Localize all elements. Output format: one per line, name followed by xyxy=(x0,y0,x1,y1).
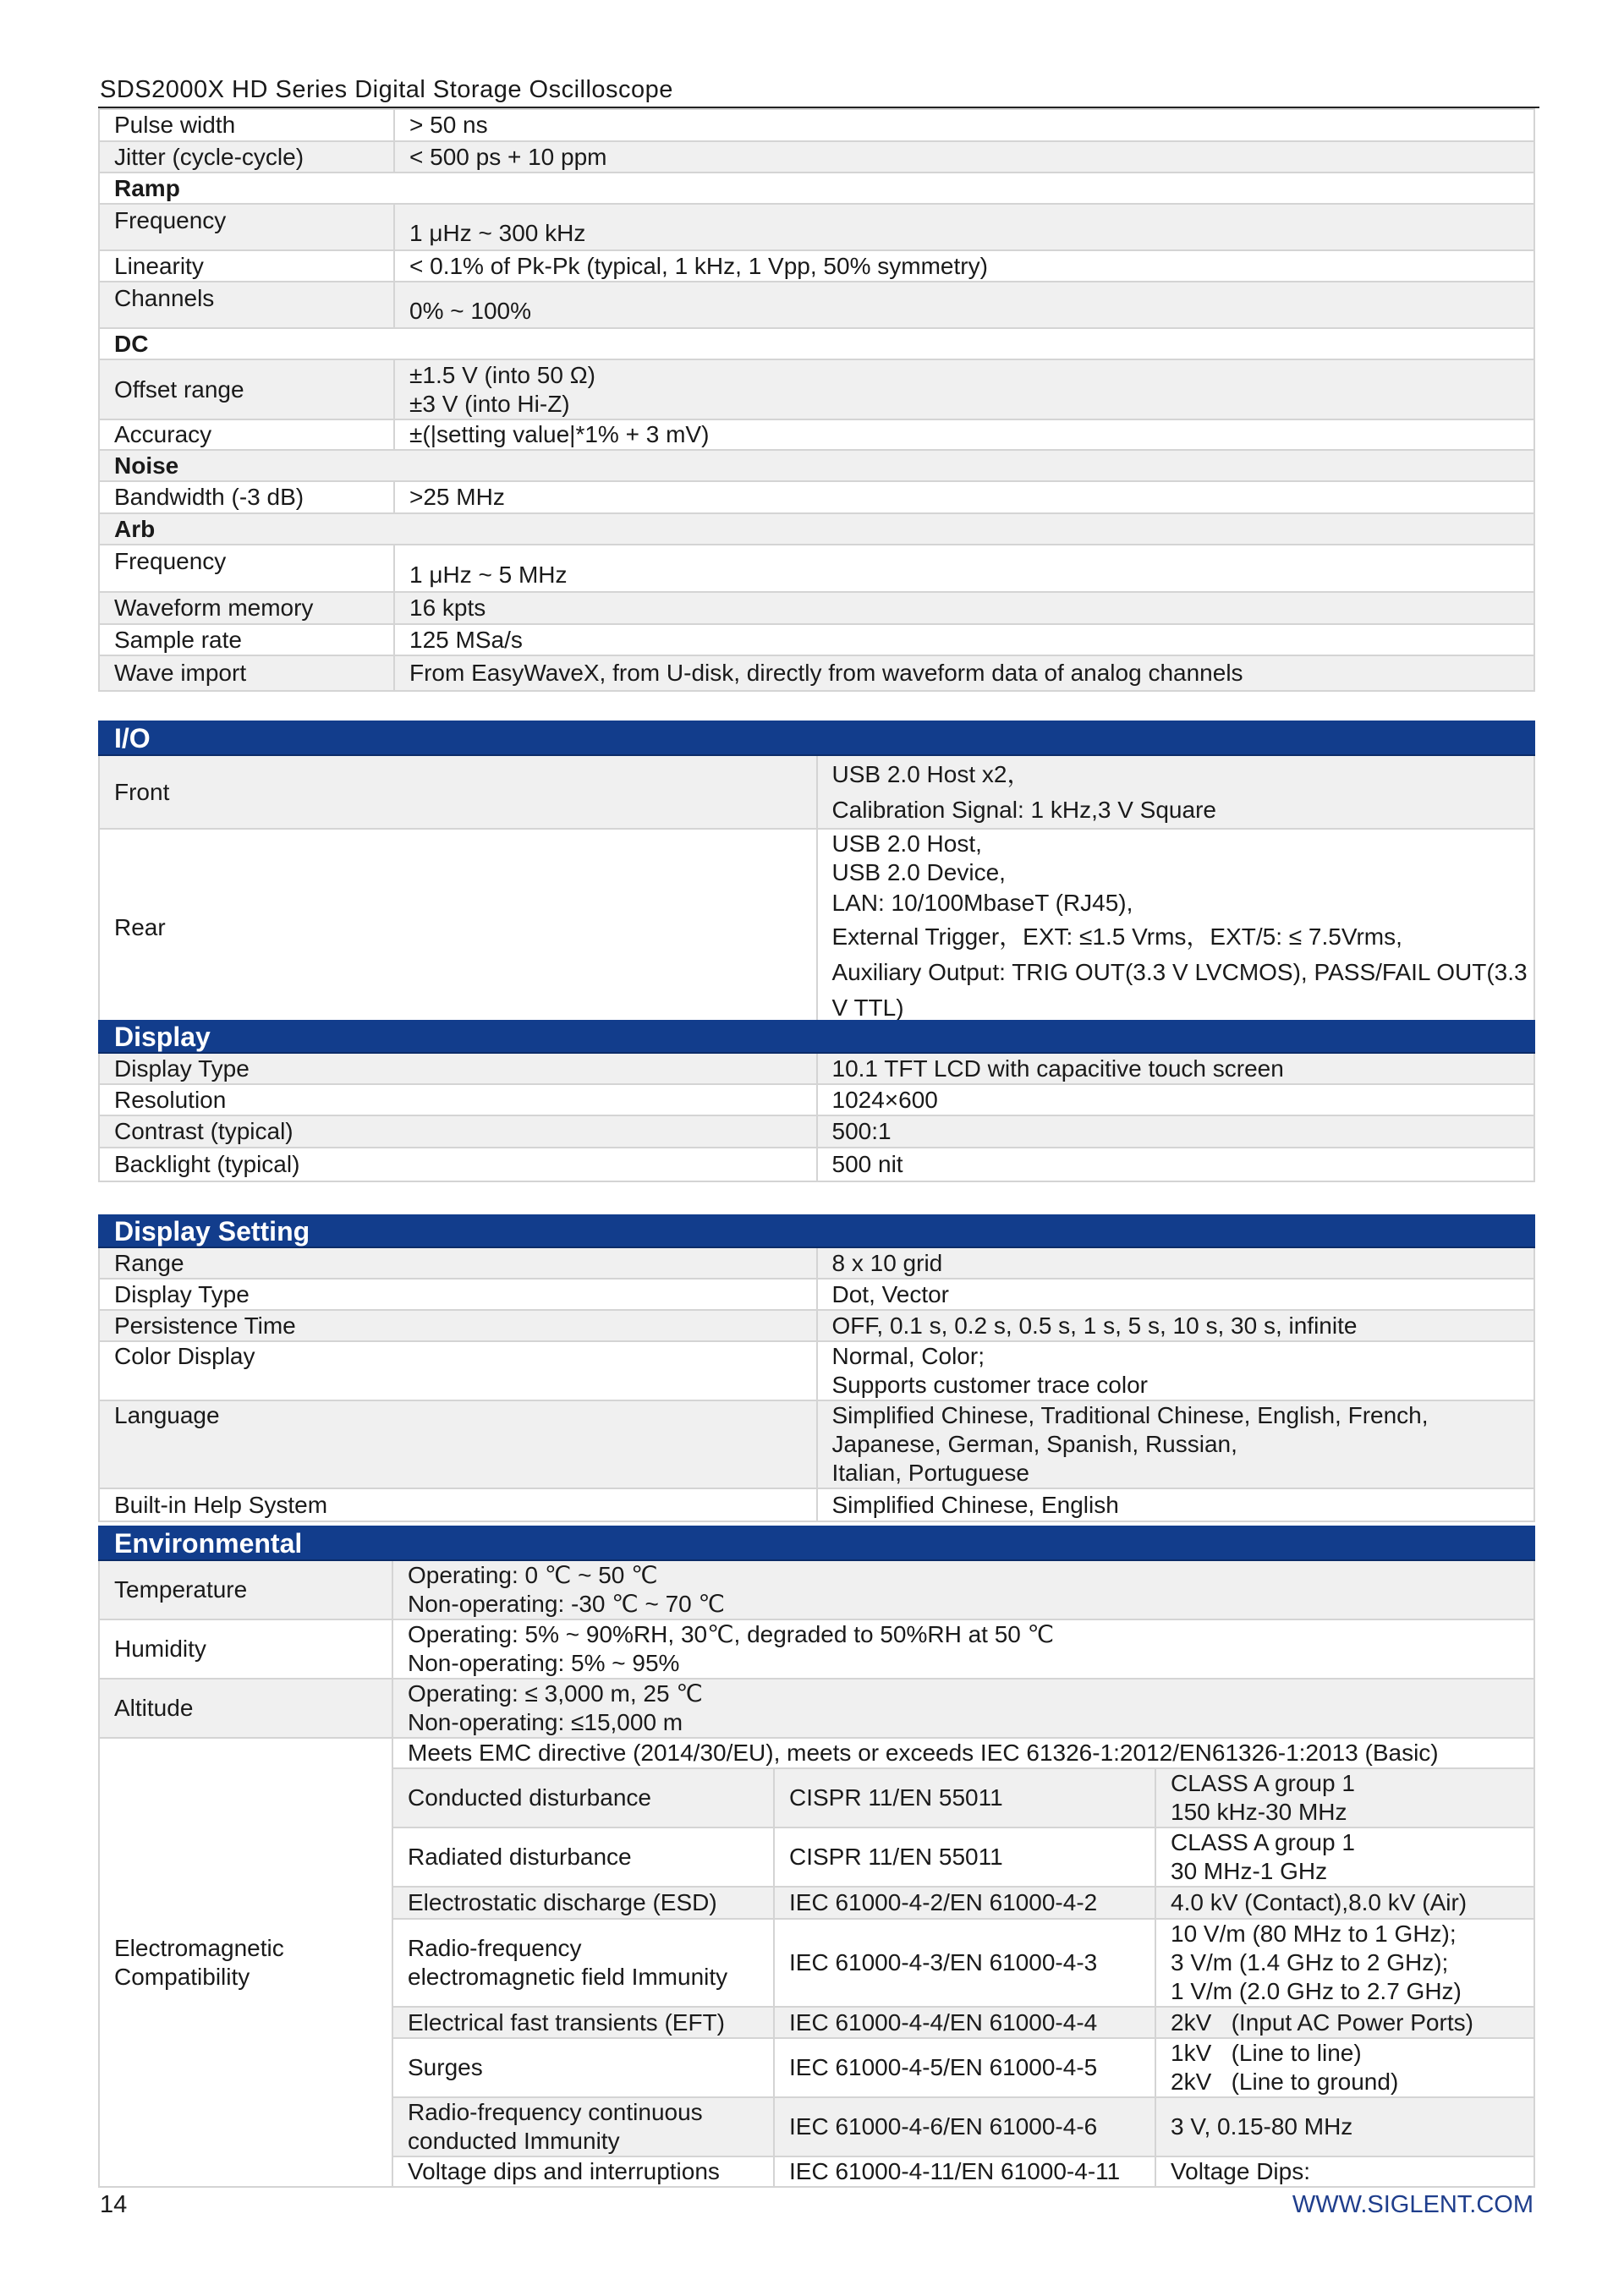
spec-label: Offset range xyxy=(99,359,394,419)
emc-limit: 2kV (Input AC Power Ports) xyxy=(1155,2007,1534,2038)
spec-label: Altitude xyxy=(99,1679,392,1738)
emc-limit xyxy=(1155,1919,1534,2007)
spec-label: Humidity xyxy=(99,1619,392,1679)
emc-test xyxy=(392,1919,774,2007)
spec-value: < 500 ps + 10 ppm xyxy=(394,141,1534,173)
spec-row xyxy=(99,624,1534,655)
spec-row xyxy=(99,359,1534,419)
value-line: USB 2.0 Host x2， xyxy=(831,760,1031,787)
spec-row xyxy=(99,1084,1534,1115)
section-title-environmental: Environmental xyxy=(99,1526,1534,1560)
value-line: Auxiliary Output: TRIG OUT(3.3 V LVCMOS), PASS/FAIL OUT(3.3 V TTL) xyxy=(831,959,1528,1021)
spec-label: Frequency xyxy=(99,204,394,250)
spec-label: Contrast (typical) xyxy=(99,1115,817,1148)
section-header-row xyxy=(99,1526,1534,1560)
spec-row xyxy=(99,545,1534,592)
subsection-row xyxy=(99,513,1534,545)
spec-row xyxy=(99,1560,1534,1619)
value-line: CLASS A group 1 xyxy=(1171,1829,1355,1855)
spec-value: Simplified Chinese, English xyxy=(817,1488,1535,1521)
value-line: conducted Immunity xyxy=(408,2128,620,2154)
value-line: USB 2.0 Host, xyxy=(831,830,982,857)
subsection-heading-arb: Arb xyxy=(99,513,1534,545)
spec-row xyxy=(99,1053,1534,1084)
value-line: ±1.5 V (into 50 Ω) xyxy=(409,361,595,388)
spec-row xyxy=(99,109,1534,141)
emc-standard: IEC 61000-4-5/EN 61000-4-5 xyxy=(774,2038,1155,2097)
spec-row xyxy=(99,1148,1534,1181)
spec-value: Dot, Vector xyxy=(817,1279,1535,1310)
spec-value: 125 MSa/s xyxy=(394,624,1534,655)
spec-row xyxy=(99,250,1534,282)
value-line: 30 MHz-1 GHz xyxy=(1171,1858,1328,1884)
spec-row xyxy=(99,829,1534,1027)
spec-row xyxy=(99,755,1534,829)
value-line: Operating: ≤ 3,000 m, 25 ℃ xyxy=(408,1680,703,1707)
spec-value xyxy=(817,1400,1535,1488)
value-line: Operating: 0 ℃ ~ 50 ℃ xyxy=(408,1562,658,1588)
value-line: 150 kHz-30 MHz xyxy=(1171,1799,1347,1825)
emc-limit: 4.0 kV (Contact),8.0 kV (Air) xyxy=(1155,1887,1534,1919)
value-line: Calibration Signal: 1 kHz,3 V Square xyxy=(831,796,1216,823)
emc-standard: IEC 61000-4-6/EN 61000-4-6 xyxy=(774,2097,1155,2156)
emc-standard: IEC 61000-4-11/EN 61000-4-11 xyxy=(774,2156,1155,2187)
subsection-heading-ramp: Ramp xyxy=(99,173,1534,204)
page-number: 14 xyxy=(100,2191,128,2218)
emc-label xyxy=(99,1738,392,2187)
subsection-heading-noise: Noise xyxy=(99,450,1534,481)
emc-test xyxy=(392,2097,774,2156)
display-spec-table xyxy=(98,1020,1535,1182)
emc-test: Conducted disturbance xyxy=(392,1768,774,1827)
value-line: 3 V/m (1.4 GHz to 2 GHz); xyxy=(1171,1949,1449,1975)
spec-value: 8 x 10 grid xyxy=(817,1247,1535,1279)
display-setting-spec-table xyxy=(98,1214,1535,1522)
emc-standard: CISPR 11/EN 55011 xyxy=(774,1768,1155,1827)
subsection-row xyxy=(99,173,1534,204)
section-header-row xyxy=(99,1215,1534,1247)
spec-label: Display Type xyxy=(99,1279,817,1310)
spec-value: 0% ~ 100% xyxy=(394,282,1534,328)
emc-limit: Voltage Dips: xyxy=(1155,2156,1534,2187)
value-line: 1 V/m (2.0 GHz to 2.7 GHz) xyxy=(1171,1978,1462,2004)
spec-row xyxy=(99,282,1534,328)
value-line: 2kV (Line to ground) xyxy=(1171,2069,1399,2095)
spec-value: 1 μHz ~ 300 kHz xyxy=(394,204,1534,250)
spec-label: Front xyxy=(99,755,817,829)
value-line: ±3 V (into Hi-Z) xyxy=(409,390,570,417)
emc-test: Surges xyxy=(392,2038,774,2097)
spec-label: Rear xyxy=(99,829,817,1027)
spec-row xyxy=(99,1400,1534,1488)
spec-value: > 50 ns xyxy=(394,109,1534,141)
environmental-spec-table xyxy=(98,1526,1535,2188)
value-line: Radio-frequency xyxy=(408,1935,582,1961)
spec-value xyxy=(817,755,1535,829)
spec-label: Resolution xyxy=(99,1084,817,1115)
spec-label: Jitter (cycle-cycle) xyxy=(99,141,394,173)
spec-value: 16 kpts xyxy=(394,592,1534,624)
value-line: Operating: 5% ~ 90%RH, 30℃, degraded to 50%RH at 50 ℃ xyxy=(408,1621,1055,1647)
value-line: 10 V/m (80 MHz to 1 GHz); xyxy=(1171,1921,1457,1947)
emc-limit xyxy=(1155,2038,1534,2097)
spec-label: Bandwidth (-3 dB) xyxy=(99,481,394,513)
emc-test: Voltage dips and interruptions xyxy=(392,2156,774,2187)
spec-label: Sample rate xyxy=(99,624,394,655)
spec-row xyxy=(99,1310,1534,1341)
emc-test: Electrical fast transients (EFT) xyxy=(392,2007,774,2038)
spec-row xyxy=(99,481,1534,513)
spec-value: ±(|setting value|*1% + 3 mV) xyxy=(394,419,1534,450)
spec-label: Display Type xyxy=(99,1053,817,1084)
spec-value xyxy=(392,1679,1534,1738)
spec-value: 10.1 TFT LCD with capacitive touch screen xyxy=(817,1053,1535,1084)
spec-value: >25 MHz xyxy=(394,481,1534,513)
spec-value xyxy=(817,829,1535,1027)
subsection-heading-dc: DC xyxy=(99,328,1534,359)
value-line: Radio-frequency continuous xyxy=(408,2099,703,2125)
spec-row xyxy=(99,1619,1534,1679)
emc-limit xyxy=(1155,1768,1534,1827)
value-line: USB 2.0 Device, xyxy=(831,859,1006,885)
section-title-display-setting: Display Setting xyxy=(99,1215,1534,1247)
spec-row xyxy=(99,141,1534,173)
label-line: Compatibility xyxy=(114,1963,250,1990)
value-line: CLASS A group 1 xyxy=(1171,1770,1355,1796)
spec-value: OFF, 0.1 s, 0.2 s, 0.5 s, 1 s, 5 s, 10 s, 30 s, infinite xyxy=(817,1310,1535,1341)
spec-label: Linearity xyxy=(99,250,394,282)
spec-row xyxy=(99,1679,1534,1738)
spec-label: Waveform memory xyxy=(99,592,394,624)
page-header-title: SDS2000X HD Series Digital Storage Oscilloscope xyxy=(100,76,673,103)
spec-value xyxy=(392,1560,1534,1619)
spec-label: Range xyxy=(99,1247,817,1279)
emc-limit xyxy=(1155,1827,1534,1887)
subsection-row xyxy=(99,450,1534,481)
emc-test: Radiated disturbance xyxy=(392,1827,774,1887)
section-title-display: Display xyxy=(99,1021,1534,1053)
emc-standard: IEC 61000-4-4/EN 61000-4-4 xyxy=(774,2007,1155,2038)
spec-label: Backlight (typical) xyxy=(99,1148,817,1181)
website-link[interactable]: WWW.SIGLENT.COM xyxy=(1292,2191,1533,2218)
value-line: Non-operating: ≤15,000 m xyxy=(408,1709,683,1735)
spec-row xyxy=(99,419,1534,450)
io-spec-table xyxy=(98,721,1535,1027)
spec-row xyxy=(99,655,1534,691)
spec-value: 500:1 xyxy=(817,1115,1535,1148)
spec-row xyxy=(99,1279,1534,1310)
spec-value: From EasyWaveX, from U-disk, directly from waveform data of analog channels xyxy=(394,655,1534,691)
spec-label: Pulse width xyxy=(99,109,394,141)
spec-row xyxy=(99,204,1534,250)
spec-value xyxy=(817,1341,1535,1400)
value-line: 1kV (Line to line) xyxy=(1171,2040,1362,2066)
emc-limit: 3 V, 0.15-80 MHz xyxy=(1155,2097,1534,2156)
spec-row xyxy=(99,592,1534,624)
spec-row xyxy=(99,1488,1534,1521)
spec-label: Language xyxy=(99,1400,817,1488)
subsection-row xyxy=(99,328,1534,359)
section-title-io: I/O xyxy=(99,721,1534,755)
spec-value: < 0.1% of Pk-Pk (typical, 1 kHz, 1 Vpp, 50% symmetry) xyxy=(394,250,1534,282)
spec-value: 1 μHz ~ 5 MHz xyxy=(394,545,1534,592)
spec-label: Color Display xyxy=(99,1341,817,1400)
value-line: Non-operating: -30 ℃ ~ 70 ℃ xyxy=(408,1591,725,1617)
spec-row xyxy=(99,1341,1534,1400)
spec-label: Wave import xyxy=(99,655,394,691)
spec-label: Accuracy xyxy=(99,419,394,450)
spec-label: Frequency xyxy=(99,545,394,592)
value-line: Normal, Color; xyxy=(831,1343,985,1369)
section-header-row xyxy=(99,721,1534,755)
spec-value: 1024×600 xyxy=(817,1084,1535,1115)
spec-row xyxy=(99,1115,1534,1148)
value-line: Non-operating: 5% ~ 95% xyxy=(408,1650,680,1676)
emc-directive-row xyxy=(99,1738,1534,1768)
spec-label: Built-in Help System xyxy=(99,1488,817,1521)
spec-label: Channels xyxy=(99,282,394,328)
emc-standard: IEC 61000-4-3/EN 61000-4-3 xyxy=(774,1919,1155,2007)
value-line: LAN: 10/100MbaseT (RJ45), xyxy=(831,890,1133,916)
emc-standard: IEC 61000-4-2/EN 61000-4-2 xyxy=(774,1887,1155,1919)
section-header-row xyxy=(99,1021,1534,1053)
spec-row xyxy=(99,1247,1534,1279)
spec-value: 500 nit xyxy=(817,1148,1535,1181)
value-line: Supports customer trace color xyxy=(831,1372,1148,1398)
emc-standard: CISPR 11/EN 55011 xyxy=(774,1827,1155,1887)
spec-value xyxy=(394,359,1534,419)
label-line: Electromagnetic xyxy=(114,1934,284,1961)
spec-label: Temperature xyxy=(99,1560,392,1619)
value-line: Italian, Portuguese xyxy=(831,1460,1029,1486)
emc-directive: Meets EMC directive (2014/30/EU), meets or exceeds IEC 61326-1:2012/EN61326-1:2013 (Basic) xyxy=(392,1738,1534,1768)
value-line: electromagnetic field Immunity xyxy=(408,1964,728,1990)
emc-test: Electrostatic discharge (ESD) xyxy=(392,1887,774,1919)
spec-value xyxy=(392,1619,1534,1679)
value-line: Simplified Chinese, Traditional Chinese, English, French, Japanese, German, Spanish, Russian, xyxy=(831,1402,1429,1457)
spec-label: Persistence Time xyxy=(99,1310,817,1341)
awg-spec-table xyxy=(98,108,1535,692)
value-line: External Trigger，EXT: ≤1.5 Vrms，EXT/5: ≤ 7.5Vrms, xyxy=(831,923,1402,950)
